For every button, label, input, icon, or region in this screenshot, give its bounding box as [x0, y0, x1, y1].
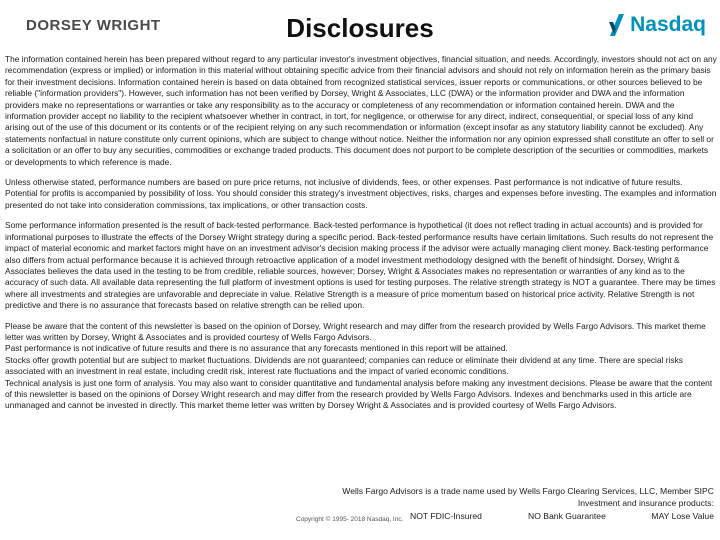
investment-products-label: Investment and insurance products:: [577, 498, 714, 508]
nasdaq-wordmark: Nasdaq: [630, 13, 706, 36]
disclosure-wells-fargo-block: [5, 321, 717, 412]
copyright-notice: Copyright © 1995- 2018 Nasdaq, Inc.: [296, 516, 404, 523]
not-fdic-insured: NOT FDIC-Insured: [410, 511, 482, 521]
disclosure-paragraph-backtested: Some performance information presented is the result of back-tested performance. Back-tested performance is hypothetical (it does not reflect trading in actual accounts) and is provided for informational purposes to illustrate the effects of the Dorsey Wright strategy during a specific period. Back-tested performance results have certain limitations. Such results do not represent the impact of material economic and market factors might have on an investment advisor's decision making process if the advisor were actually managing client money. Back-testing performance also differs from actual performance because it is achieved through retroactive application of a model investment methodology designed with the benefit of hindsight. Dorsey, Wright & Associates believes the data used in the testing to be from credible, reliable sources, however; Dorsey, Wright & Associates makes no representation or warranties of any kind as to the accuracy of such data. All available data representing the full platform of investment options is used for testing purposes. The relative strength strategy is NOT a guarantee. There may be times where all investments and strategies are unfavorable and depreciate in value. Relative Strength is a measure of price momentum based on historical price activity. Relative Strength is not predictive and there is no assurance that forecasts based on relative strength can be relied upon.: [5, 220, 716, 311]
no-bank-guarantee: NO Bank Guarantee: [528, 511, 606, 521]
dorsey-wright-logo: DORSEY WRIGHT: [26, 17, 161, 34]
disclosure-line-technical-analysis: Technical analysis is just one form of analysis. You may also want to consider quantitative and fundamental analysis before making any investment decisions. Please be aware that the content of this newsletter is based on the opinions of Dorsey Wright research and may differ from the research provided by Wells Fargo Advisors. Indexes and benchmarks used in this article are unmanaged and cannot be invested in directly. This market theme letter was written by Dorsey Wright & Associates and is provided courtesy of Wells Fargo Advisors.: [5, 377, 713, 411]
page-header: [0, 0, 720, 48]
disclosure-line-opinion: Please be aware that the content of this newsletter is based on the opinion of Dorsey, Wright research and may differ from the research provided by Wells Fargo Advisors. This market theme letter was written by Dorsey, Wright & Associates and is provided courtesy of Wells Fargo Advisors.: [5, 320, 706, 342]
disclosure-line-past-performance: Past performance is not indicative of future results and there is no assurance that any forecasts mentioned in this report will be attained.: [5, 343, 508, 354]
disclosure-paragraph-recommendations: The information contained herein has been prepared without regard to any particular investor's investment objectives, financial situation, and needs. Accordingly, investors should not act on any recommendation (express or implied) or information in this material without obtaining specific advice from their financial advisors and should not rely on information herein as the primary basis for their investment decisions. Information contained herein is based on data obtained from recognized statistical services, issuer reports or communications, or other sources believed to be reliable ("information providers"). However, such information has not been verified by Dorsey, Wright & Associates, LLC (DWA) or the information provider and DWA and the information providers make no representations or warranties or take any responsibility as to the accuracy or completeness of any recommendation or information contained herein. DWA and the information provider accept no liability to the recipient whatsoever whether in contract, in tort, for negligence, or otherwise for any direct, indirect, consequential, or special loss of any kind arising out of the use of this document or its contents or of the recipient relying on any such recommendation or information (except insofar as any statutory liability cannot be excluded). Any statements nonfactual in nature constitute only current opinions, which are subject to change without notice. Neither the information nor any opinion expressed shall constitute an offer to sell or a solicitation or an offer to buy any securities, commodities or exchange traded products. This document does not purport to be complete description of the securities or commodities, markets or developments to which reference is made.: [5, 54, 717, 167]
wells-fargo-notice: [294, 485, 714, 509]
disclosure-line-stocks: Stocks offer growth potential but are subject to market fluctuations. Dividends are not guaranteed; companies can reduce or eliminate their dividend at any time. There are special risks associated with an investment in real estate, including credit risk, interest rate fluctuations and the impact of varied economic conditions.: [5, 354, 683, 377]
disclosure-paragraph-performance: Unless otherwise stated, performance numbers are based on pure price returns, not inclusive of dividends, fees, or other expenses. Past performance is not indicative of future results. Potential for profits is accompanied by possibility of loss. You should consider this strategy's investment objectives, risks, charges and expenses before investing. The examples and information presented do not take into consideration commissions, tax implications, or other transaction costs.: [5, 177, 717, 210]
page-title: Disclosures: [286, 13, 434, 43]
nasdaq-logo: [608, 12, 706, 38]
disclosures-body: [5, 54, 717, 412]
page-footer: [0, 511, 720, 531]
nasdaq-chevron-icon: [608, 12, 626, 38]
may-lose-value: MAY Lose Value: [651, 511, 714, 521]
wells-fargo-trade-name: Wells Fargo Advisors is a trade name used by Wells Fargo Clearing Services, LLC, Member SIPC: [342, 486, 714, 496]
